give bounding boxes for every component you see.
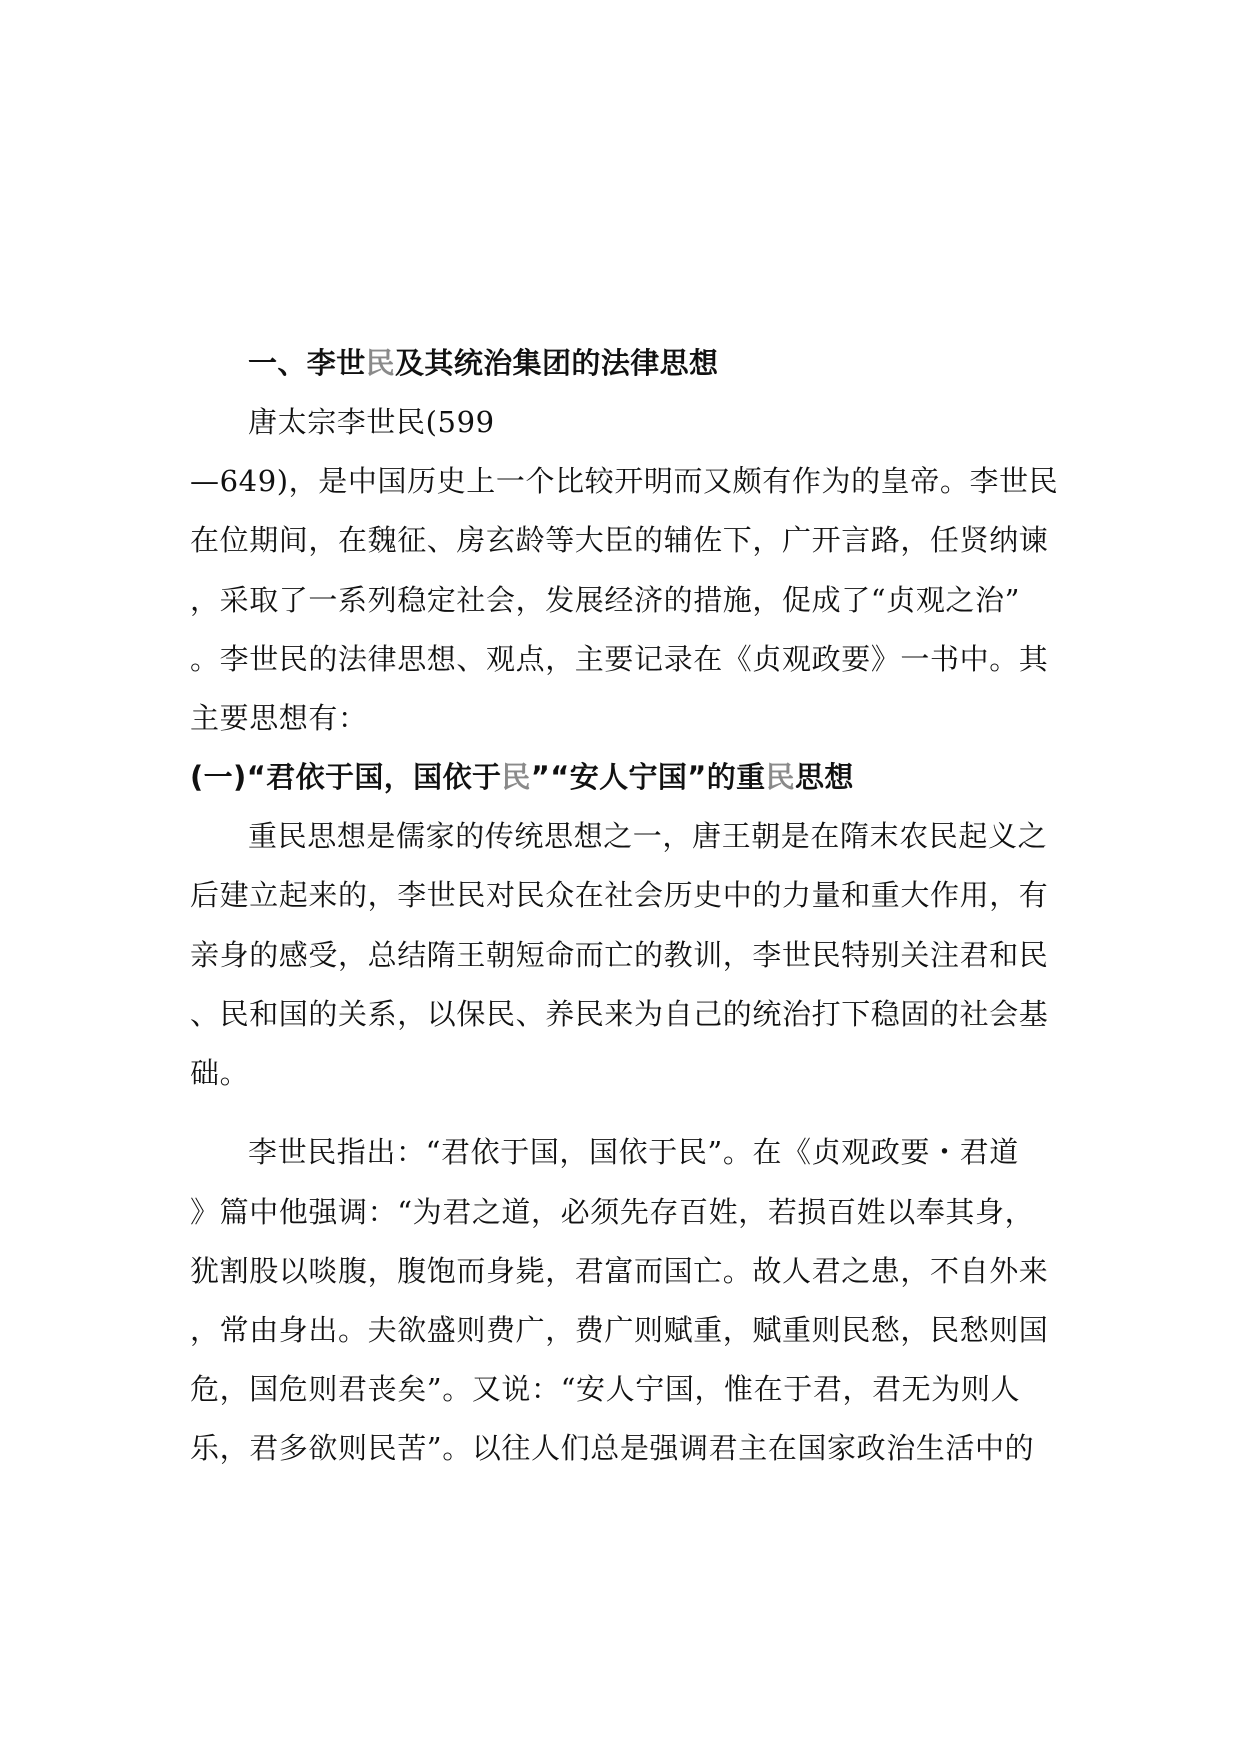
paragraph-1-line: 后建立起来的，李世民对民众在社会历史中的力量和重大作用，有 <box>190 878 1049 912</box>
paragraph-2-line: 犹割股以啖腹，腹饱而身毙，君富而国亡。故人君之患，不自外来 <box>190 1254 1049 1288</box>
heading-1-highlight: 民 <box>365 346 396 380</box>
paragraph-1-line: 亲身的感受，总结隋王朝短命而亡的教训，李世民特别关注君和民 <box>190 938 1049 972</box>
heading-2-text-b: ”“安人宁国”的重 <box>530 760 766 794</box>
heading-2-text-a: (一)“君依于国，国依于 <box>190 760 502 794</box>
intro-line: 主要思想有： <box>190 701 368 735</box>
paragraph-2-line: ，常由身出。夫欲盛则费广，费广则赋重，赋重则民愁，民愁则国 <box>190 1313 1049 1347</box>
paragraph-1-line: 、民和国的关系，以保民、养民来为自己的统治打下稳固的社会基 <box>190 997 1049 1031</box>
heading-1-text-a: 一、李世 <box>248 346 366 380</box>
heading-2-highlight: 民 <box>501 760 531 794</box>
intro-line: 在位期间，在魏征、房玄龄等大臣的辅佐下，广开言路，任贤纳谏 <box>190 523 1049 557</box>
heading-2-text-c: 思想 <box>794 760 854 794</box>
intro-line: 唐太宗李世民(599 <box>248 405 495 439</box>
intro-line: 。李世民的法律思想、观点，主要记录在《贞观政要》一书中。其 <box>190 642 1049 676</box>
intro-line: —649)，是中国历史上一个比较开明而又颇有作为的皇帝。李世民 <box>190 464 1059 498</box>
paragraph-1-line: 重民思想是儒家的传统思想之一，唐王朝是在隋末农民起义之 <box>248 819 1048 853</box>
paragraph-2-line: 危，国危则君丧矣”。又说：“安人宁国，惟在于君，君无为则人 <box>190 1372 1021 1406</box>
paragraph-2-line: 》篇中他强调：“为君之道，必须先存百姓，若损百姓以奉其身， <box>190 1195 1035 1229</box>
paragraph-2-line: 李世民指出：“君依于国，国依于民”。在《贞观政要・君道 <box>248 1135 1019 1169</box>
paragraph-2-line: 乐，君多欲则民苦”。以往人们总是强调君主在国家政治生活中的 <box>190 1431 1035 1465</box>
section-heading-1 <box>248 343 1108 383</box>
paragraph-1-line: 础。 <box>190 1056 250 1090</box>
section-heading-2 <box>190 757 1050 797</box>
intro-line: ，采取了一系列稳定社会，发展经济的措施，促成了“贞观之治” <box>190 583 1021 617</box>
heading-1-text-b: 及其统治集团的法律思想 <box>395 346 719 380</box>
heading-2-highlight: 民 <box>765 760 795 794</box>
